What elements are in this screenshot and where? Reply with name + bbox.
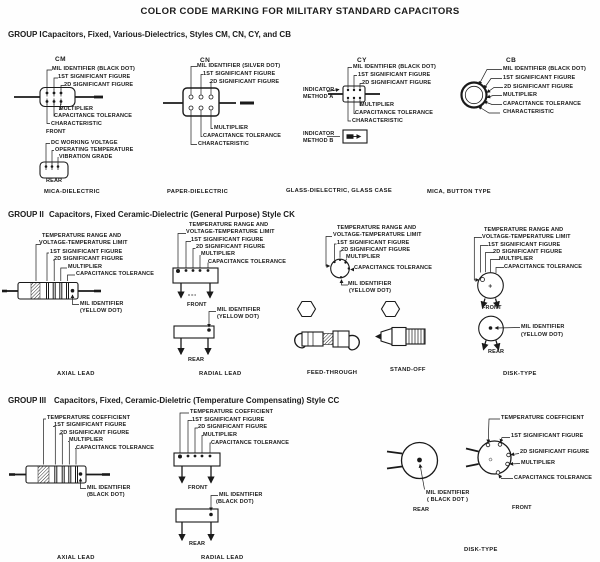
mil-identifier-label: (YELLOW DOT) <box>349 288 392 294</box>
callout-label: 2D SIGNIFICANT FIGURE <box>54 256 124 262</box>
callout-label: 2D SIGNIFICANT FIGURE <box>520 449 590 455</box>
callout-label: 1ST SIGNIFICANT FIGURE <box>58 74 131 80</box>
diagram-caption: FEED-THROUGH <box>307 370 358 376</box>
callout-label: CAPACITANCE TOLERANCE <box>208 259 287 265</box>
rear-label: REAR <box>488 349 505 355</box>
callout-label: CAPACITANCE TOLERANCE <box>355 110 434 116</box>
callout-label: 2D SIGNIFICANT FIGURE <box>362 80 432 86</box>
callout-label: 1ST SIGNIFICANT FIGURE <box>511 433 584 439</box>
rear-label: REAR <box>188 357 205 363</box>
callout-label: MULTIPLIER <box>214 125 249 131</box>
callout-label: TEMPERATURE RANGE AND <box>189 222 269 228</box>
callout-label: VOLTAGE-TEMPERATURE LIMIT <box>333 232 422 238</box>
callout-label: 2D SIGNIFICANT FIGURE <box>341 247 411 253</box>
style-name-cm: CM <box>55 56 66 63</box>
diagram-caption: RADIAL LEAD <box>199 371 242 377</box>
indicator-method-label: INDICATOR <box>303 87 335 93</box>
rear-label: REAR <box>46 178 63 184</box>
callout-label: CAPACITANCE TOLERANCE <box>203 133 282 139</box>
mil-identifier-label: (BLACK DOT) <box>216 499 254 505</box>
callout-label: VOLTAGE-TEMPERATURE LIMIT <box>39 240 128 246</box>
group1-id: GROUP I <box>8 30 42 39</box>
diagram-caption: DISK-TYPE <box>503 371 537 377</box>
indicator-method-label: METHOD A <box>303 94 334 100</box>
style-name-cy: CY <box>357 57 367 64</box>
front-label: FRONT <box>512 505 532 511</box>
callout-label: 1ST SIGNIFICANT FIGURE <box>192 417 265 423</box>
callout-label: CAPACITANCE TOLERANCE <box>514 475 593 481</box>
callout-label: DC WORKING VOLTAGE <box>51 140 118 146</box>
callout-label: MULTIPLIER <box>68 264 103 270</box>
page-title: COLOR CODE MARKING FOR MILITARY STANDARD CAPACITORS <box>140 6 460 17</box>
callout-label: 1ST SIGNIFICANT FIGURE <box>358 72 431 78</box>
callout-label: CHARACTERISTIC <box>198 141 249 147</box>
callout-label: 2D SIGNIFICANT FIGURE <box>504 84 574 90</box>
callout-label: MULTIPLIER <box>69 437 104 443</box>
group1-title: Capacitors, Fixed, Various-Dielectrics, Styles CM, CN, CY, and CB <box>42 30 291 39</box>
callout-label: CAPACITANCE TOLERANCE <box>354 265 433 271</box>
front-label: FRONT <box>187 302 207 308</box>
indicator-method-label: METHOD B <box>303 138 334 144</box>
callout-label: MULTIPLIER <box>346 254 381 260</box>
diagram-caption: AXIAL LEAD <box>57 555 95 561</box>
mil-identifier-label: MIL IDENTIFIER <box>348 281 392 287</box>
group2-id: GROUP II <box>8 210 44 219</box>
callout-label: CHARACTERISTIC <box>51 121 102 127</box>
mil-identifier-label: MIL IDENTIFIER <box>87 485 131 491</box>
callout-label: CAPACITANCE TOLERANCE <box>503 101 582 107</box>
callout-label: 2D SIGNIFICANT FIGURE <box>198 424 268 430</box>
group3-title: Capacitors, Fixed, Ceramic-Dieletric (Temperature Compensating) Style CC <box>54 396 340 405</box>
diagram-caption: STAND-OFF <box>390 367 426 373</box>
callout-label: MULTIPLIER <box>521 460 556 466</box>
front-label: FRONT <box>188 485 208 491</box>
callout-label: VIBRATION GRADE <box>59 154 113 160</box>
callout-label: OPERATING TEMPERATURE <box>55 147 134 153</box>
g3-disk-capacitor-drawing <box>387 419 520 490</box>
diagram-caption: DISK-TYPE <box>464 547 498 553</box>
callout-label: TEMPERATURE COEFFICIENT <box>47 415 131 421</box>
callout-label: 1ST SIGNIFICANT FIGURE <box>50 249 123 255</box>
rear-label: REAR <box>189 541 206 547</box>
style-name-cb: CB <box>506 57 517 64</box>
callout-label: 2D SIGNIFICANT FIGURE <box>196 244 266 250</box>
mil-identifier-label: MIL IDENTIFIER <box>80 301 124 307</box>
callout-label: 1ST SIGNIFICANT FIGURE <box>191 237 264 243</box>
diagram-caption: RADIAL LEAD <box>201 555 244 561</box>
callout-label: VOLTAGE-TEMPERATURE LIMIT <box>186 229 275 235</box>
front-label: FRONT <box>482 305 502 311</box>
group2-title: Capacitors, Fixed Ceramic-Dielectric (General Purpose) Style CK <box>49 210 295 219</box>
callout-label: MULTIPLIER <box>201 251 236 257</box>
callout-label: TEMPERATURE RANGE AND <box>42 233 122 239</box>
callout-label: TEMPERATURE COEFFICIENT <box>190 409 274 415</box>
callout-label: CAPACITANCE TOLERANCE <box>54 113 133 119</box>
callout-label: MIL IDENTIFIER (BLACK DOT) <box>503 66 586 72</box>
diagram-caption: GLASS-DIELECTRIC, GLASS CASE <box>286 188 392 194</box>
callout-label: TEMPERATURE RANGE AND <box>337 225 417 231</box>
callout-label: CHARACTERISTIC <box>352 118 403 124</box>
diagram-caption: MICA, BUTTON TYPE <box>427 189 491 195</box>
callout-label: 1ST SIGNIFICANT FIGURE <box>203 71 276 77</box>
style-name-cn: CN <box>200 57 211 64</box>
callout-label: CAPACITANCE TOLERANCE <box>76 445 155 451</box>
callout-label: 1ST SIGNIFICANT FIGURE <box>337 240 410 246</box>
mil-identifier-label: (BLACK DOT) <box>87 492 125 498</box>
callout-label: 1ST SIGNIFICANT FIGURE <box>503 75 576 81</box>
mil-identifier-label: (YELLOW DOT) <box>521 332 564 338</box>
diagram-caption: AXIAL LEAD <box>57 371 95 377</box>
callout-label: VOLTAGE-TEMPERATURE LIMIT <box>482 234 571 240</box>
rear-label: REAR <box>413 507 430 513</box>
callout-label: MULTIPLIER <box>503 92 538 98</box>
callout-label: 2D SIGNIFICANT FIGURE <box>64 82 134 88</box>
callout-label: CHARACTERISTIC <box>503 109 554 115</box>
mil-identifier-label: (YELLOW DOT) <box>80 308 123 314</box>
callout-label: MIL IDENTIFIER (SILVER DOT) <box>197 63 281 69</box>
callout-label: 2D SIGNIFICANT FIGURE <box>210 79 280 85</box>
mil-identifier-label: (YELLOW DOT) <box>217 314 260 320</box>
diagram-caption: PAPER-DIELECTRIC <box>167 189 229 195</box>
callout-label: MIL IDENTIFIER (BLACK DOT) <box>52 66 135 72</box>
callout-label: 2D SIGNIFICANT FIGURE <box>493 249 563 255</box>
mil-identifier-label: MIL IDENTIFIER <box>426 490 470 496</box>
group3-id: GROUP III <box>8 396 47 405</box>
mil-identifier-label: MIL IDENTIFIER <box>219 492 263 498</box>
callout-label: MIL IDENTIFIER (BLACK DOT) <box>353 64 436 70</box>
mil-identifier-label: MIL IDENTIFIER <box>521 324 565 330</box>
callout-label: CAPACITANCE TOLERANCE <box>211 440 290 446</box>
callout-label: CAPACITANCE TOLERANCE <box>76 271 155 277</box>
diagram-caption: MICA-DIELECTRIC <box>44 189 101 195</box>
callout-label: TEMPERATURE COEFFICIENT <box>501 415 585 421</box>
callout-label: MULTIPLIER <box>59 106 94 112</box>
mil-identifier-label: ( BLACK DOT ) <box>427 497 469 503</box>
callout-label: MULTIPLIER <box>499 256 534 262</box>
front-label: FRONT <box>46 129 66 135</box>
callout-label: TEMPERATURE RANGE AND <box>484 227 564 233</box>
mil-identifier-label: MIL IDENTIFIER <box>217 307 261 313</box>
callout-label: MULTIPLIER <box>203 432 238 438</box>
indicator-method-label: INDICATOR <box>303 131 335 137</box>
cb-capacitor-drawing <box>462 70 504 114</box>
callout-label: CAPACITANCE TOLERANCE <box>504 264 583 270</box>
callout-label: MULTIPLIER <box>360 102 395 108</box>
callout-label: 1ST SIGNIFICANT FIGURE <box>488 242 561 248</box>
callout-label: 1ST SIGNIFICANT FIGURE <box>54 422 127 428</box>
callout-label: 2D SIGNIFICANT FIGURE <box>60 430 130 436</box>
